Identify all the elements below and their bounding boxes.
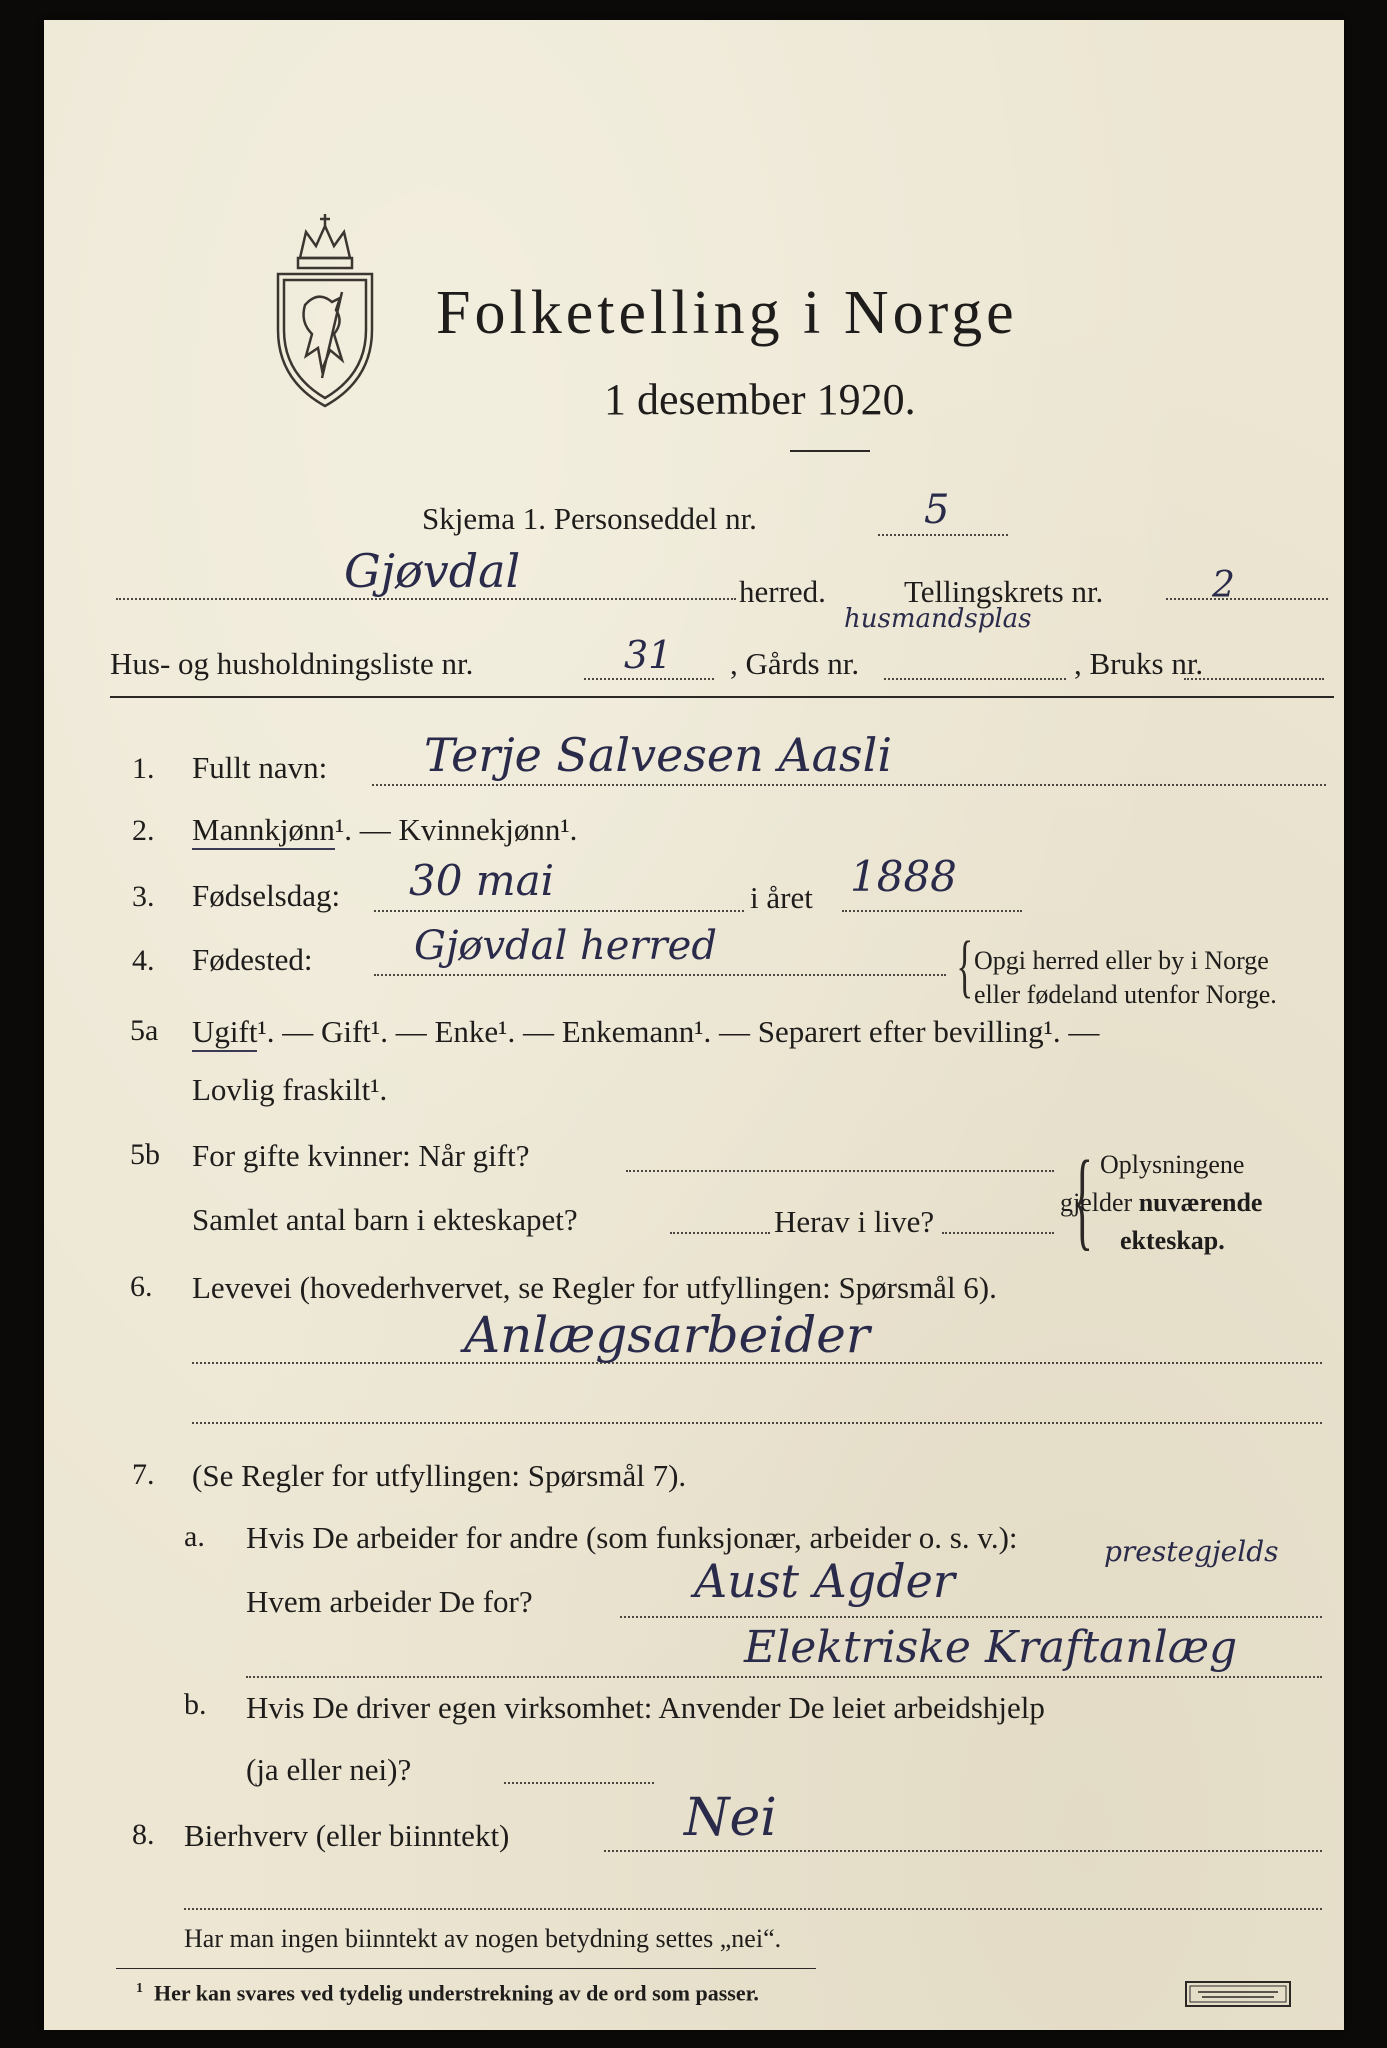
footnote: $^1$ Her kan svares ved tydelig understrekning av de ord som passer. xyxy=(136,1980,759,2006)
census-date: 1 desember 1920. xyxy=(604,375,916,424)
husholdningsliste-value: 31 xyxy=(624,633,673,677)
census-form xyxy=(44,20,1344,2030)
herav-live-field[interactable] xyxy=(942,1232,1054,1234)
tellingskrets-label: Tellingskrets nr. xyxy=(904,574,1104,609)
ugift-option[interactable]: Ugift xyxy=(192,1014,257,1052)
fodested-label: Fødested: xyxy=(192,942,313,977)
fodested-note-2: eller fødeland utenfor Norge. xyxy=(974,980,1277,1009)
kjonn-label xyxy=(192,814,577,845)
hvem-arbeider-field-1[interactable] xyxy=(620,1616,1322,1618)
person-number-field[interactable] xyxy=(878,534,1008,536)
item-5b-number: 5b xyxy=(130,1138,160,1171)
fullt-navn-field[interactable] xyxy=(372,784,1326,786)
fodested-note-1: Opgi herred eller by i Norge xyxy=(974,946,1269,975)
husholdningsliste-field[interactable] xyxy=(584,678,714,680)
tellingskrets-field[interactable] xyxy=(1166,598,1328,600)
bierhverv-field-1[interactable] xyxy=(604,1850,1322,1852)
mannkjonn-option[interactable]: Mannkjønn xyxy=(192,812,335,850)
title-divider xyxy=(790,450,870,452)
fodested-brace: { xyxy=(956,928,974,1005)
ja-nei-label: (ja eller nei)? xyxy=(246,1752,412,1787)
i-aaret-label: i året xyxy=(750,880,813,915)
bruks-field[interactable] xyxy=(1184,678,1324,680)
item-7b-letter: b. xyxy=(184,1688,207,1721)
coat-of-arms-icon xyxy=(270,210,380,410)
hvem-arbeider-correction: prestegjelds xyxy=(1104,1535,1279,1568)
herred-label: herred. xyxy=(739,574,826,609)
item-6-number: 6. xyxy=(130,1270,153,1303)
item-7a-letter: a. xyxy=(184,1520,205,1553)
header-separator xyxy=(110,696,1334,698)
i-aaret-field[interactable] xyxy=(842,910,1022,912)
fodselsdag-field[interactable] xyxy=(374,910,744,912)
biinntekt-note: Har man ingen biinntekt av nogen betydning settes „nei“. xyxy=(184,1924,782,1953)
oplysningene-note-3: ekteskap. xyxy=(1120,1226,1225,1255)
lovlig-fraskilt-option[interactable]: Lovlig fraskilt¹. xyxy=(192,1072,388,1107)
husholdningsliste-label: Hus- og husholdningsliste nr. xyxy=(110,646,474,681)
levevei-field-2[interactable] xyxy=(192,1422,1322,1424)
schema-label: Skjema 1. Personseddel nr. xyxy=(422,501,757,536)
ja-nei-field[interactable] xyxy=(504,1782,654,1784)
egen-virksomhet-label: Hvis De driver egen virksomhet: Anvender De leiet arbeidshjelp xyxy=(246,1690,1045,1725)
kvinnekjonn-option[interactable]: ¹. — Kvinnekjønn¹. xyxy=(334,812,578,847)
gift-brace: { xyxy=(1071,1138,1093,1260)
sivilstand-options xyxy=(192,1016,1099,1047)
herred-field[interactable] xyxy=(116,598,736,600)
samlet-barn-field[interactable] xyxy=(670,1232,770,1234)
item-5a-number: 5a xyxy=(130,1014,159,1047)
hvem-arbeider-label: Hvem arbeider De for? xyxy=(246,1584,533,1619)
item-7-label: (Se Regler for utfyllingen: Spørsmål 7). xyxy=(192,1458,687,1493)
item-7-number: 7. xyxy=(132,1458,155,1491)
gards-field[interactable] xyxy=(884,678,1066,680)
item-1-number: 1. xyxy=(132,752,155,785)
item-4-number: 4. xyxy=(132,944,155,977)
husmandsplass-note: husmandsplas xyxy=(844,604,1032,634)
samlet-barn-label: Samlet antal barn i ekteskapet? xyxy=(192,1202,578,1237)
item-8-number: 8. xyxy=(132,1818,155,1851)
item-2-number: 2. xyxy=(132,814,155,847)
fullt-navn-value: Terje Salvesen Aasli xyxy=(424,728,893,782)
hvem-arbeider-value-2: Elektriske Kraftanlæg xyxy=(744,1622,1238,1673)
page-title: Folketelling i Norge xyxy=(436,279,1018,347)
fodselsdag-label: Fødselsdag: xyxy=(192,878,341,913)
levevei-label: Levevei (hovederhvervet, se Regler for utfyllingen: Spørsmål 6). xyxy=(192,1270,997,1305)
fodested-value: Gjøvdal herred xyxy=(414,923,717,969)
bruks-label: , Bruks nr. xyxy=(1074,646,1204,681)
oplysningene-note-1: Oplysningene xyxy=(1100,1150,1245,1179)
levevei-value: Anlægsarbeider xyxy=(464,1306,870,1364)
fullt-navn-label: Fullt navn: xyxy=(192,750,328,785)
printer-stamp-icon xyxy=(1184,1980,1292,2008)
item-3-number: 3. xyxy=(132,880,155,913)
bierhverv-field-2[interactable] xyxy=(184,1908,1322,1910)
hvem-arbeider-value-1: Aust Agder xyxy=(694,1554,955,1608)
hvem-arbeider-field-2[interactable] xyxy=(246,1676,1322,1678)
naar-gift-label: For gifte kvinner: Når gift? xyxy=(192,1138,530,1173)
tellingskrets-value: 2 xyxy=(1212,565,1235,606)
gards-label: , Gårds nr. xyxy=(730,646,860,681)
footnote-separator xyxy=(116,1968,816,1969)
bierhverv-label: Bierhverv (eller biinntekt) xyxy=(184,1818,510,1853)
sivilstand-other-options[interactable]: ¹. — Gift¹. — Enke¹. — Enkemann¹. — Separert efter bevilling¹. — xyxy=(257,1014,1100,1049)
herav-live-label: Herav i live? xyxy=(774,1204,935,1239)
herred-value: Gjøvdal xyxy=(344,544,521,598)
person-number-value: 5 xyxy=(924,487,950,533)
bierhverv-value: Nei xyxy=(684,1788,777,1848)
i-aaret-value: 1888 xyxy=(850,852,957,901)
fodested-field[interactable] xyxy=(374,974,946,976)
oplysningene-note-2: gjelder nuværende xyxy=(1060,1188,1263,1217)
naar-gift-field[interactable] xyxy=(626,1170,1054,1172)
fodselsdag-value: 30 mai xyxy=(409,856,555,905)
arbeider-for-andre-label: Hvis De arbeider for andre (som funksjonær, arbeider o. s. v.): xyxy=(246,1520,1018,1555)
